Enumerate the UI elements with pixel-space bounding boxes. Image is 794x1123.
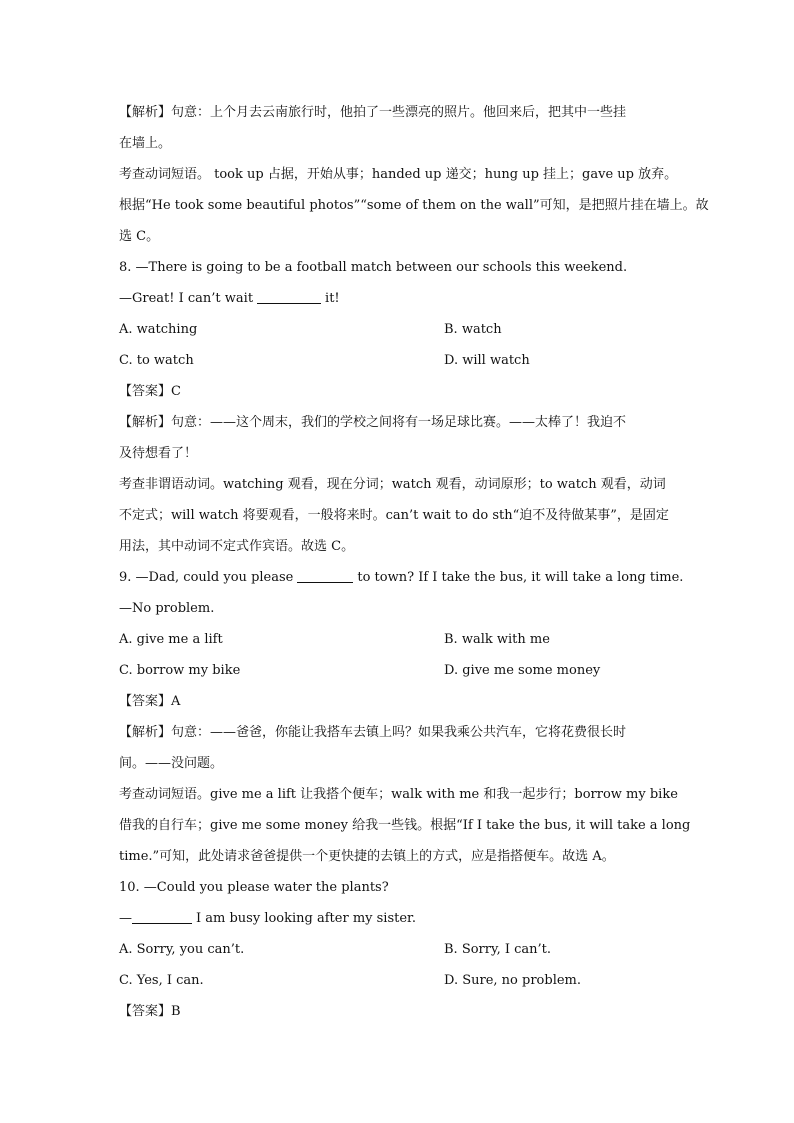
question-10-reply <box>119 903 667 934</box>
answer-line: 【答案】A <box>119 694 181 709</box>
reply-text: I am busy looking after my sister. <box>196 911 416 926</box>
answer-line: 【答案】C <box>119 384 181 399</box>
option-a: A. give me a lift <box>119 632 223 647</box>
question-9-reply: —No problem. <box>119 601 215 616</box>
option-c: C. to watch <box>119 353 194 368</box>
options-row <box>119 655 667 686</box>
question-8-stem: 8. —There is going to be a football match between our schools this weekend. <box>119 260 628 275</box>
option-c: C. Yes, I can. <box>119 973 204 988</box>
option-b: B. watch <box>444 322 502 337</box>
analysis-line: 间。——没问题。 <box>119 756 224 771</box>
stem-text: 9. —Dad, could you please <box>119 570 294 585</box>
options-row <box>119 965 667 996</box>
analysis-line: 根据“He took some beautiful photos”“some of them on the wall”可知，是把照片挂在墙上。故 <box>119 198 709 213</box>
option-d: D. will watch <box>444 353 530 368</box>
analysis-line: 考查非谓语动词。watching 观看，现在分词；watch 观看，动词原形；to watch 观看，动词 <box>119 477 666 492</box>
analysis-line: 不定式；will watch 将要观看，一般将来时。can’t wait to do sth“迫不及待做某事”，是固定 <box>119 508 669 523</box>
option-a: A. watching <box>119 322 198 337</box>
options-row <box>119 624 667 655</box>
analysis-line: time.”可知，此处请求爸爸提供一个更快捷的去镇上的方式，应是指搭便车。故选 A。 <box>119 849 615 864</box>
option-d: D. Sure, no problem. <box>444 973 582 988</box>
stem-text: to town? If I take the bus, it will take a long time. <box>357 570 684 585</box>
analysis-line: 【解析】句意：上个月去云南旅行时，他拍了一些漂亮的照片。他回来后，把其中一些挂 <box>119 105 627 120</box>
document-content <box>119 97 709 1027</box>
option-a: A. Sorry, you can’t. <box>119 942 245 957</box>
option-b: B. walk with me <box>444 632 550 647</box>
option-c: C. borrow my bike <box>119 663 241 678</box>
analysis-line: 在墙上。 <box>119 136 172 151</box>
answer-blank <box>132 909 192 924</box>
analysis-line: 【解析】句意：——爸爸，你能让我搭车去镇上吗？如果我乘公共汽车，它将花费很长时 <box>119 725 627 740</box>
analysis-line: 【解析】句意：——这个周末，我们的学校之间将有一场足球比赛。——太棒了！我迫不 <box>119 415 627 430</box>
question-10-stem: 10. —Could you please water the plants? <box>119 880 389 895</box>
question-9-stem <box>119 562 684 593</box>
options-row <box>119 345 667 376</box>
analysis-line: 及待想看了！ <box>119 446 198 461</box>
analysis-line: 用法，其中动词不定式作宾语。故选 C。 <box>119 539 355 554</box>
option-d: D. give me some money <box>444 663 601 678</box>
question-8-reply <box>119 283 667 314</box>
answer-blank <box>257 289 321 304</box>
reply-text: — <box>119 911 132 926</box>
reply-text: —Great! I can’t wait <box>119 291 254 306</box>
analysis-line: 选 C。 <box>119 229 160 244</box>
analysis-line: 考查动词短语。 took up 占据，开始从事；handed up 递交；hung up 挂上；gave up 放弃。 <box>119 167 678 182</box>
option-b: B. Sorry, I can’t. <box>444 942 552 957</box>
answer-line: 【答案】B <box>119 1004 181 1019</box>
reply-text: it! <box>325 291 340 306</box>
options-row <box>119 314 667 345</box>
analysis-line: 借我的自行车；give me some money 给我一些钱。根据“If I take the bus, it will take a long <box>119 818 691 833</box>
options-row <box>119 934 667 965</box>
analysis-line: 考查动词短语。give me a lift 让我搭个便车；walk with me 和我一起步行；borrow my bike <box>119 787 678 802</box>
answer-blank <box>297 568 353 583</box>
